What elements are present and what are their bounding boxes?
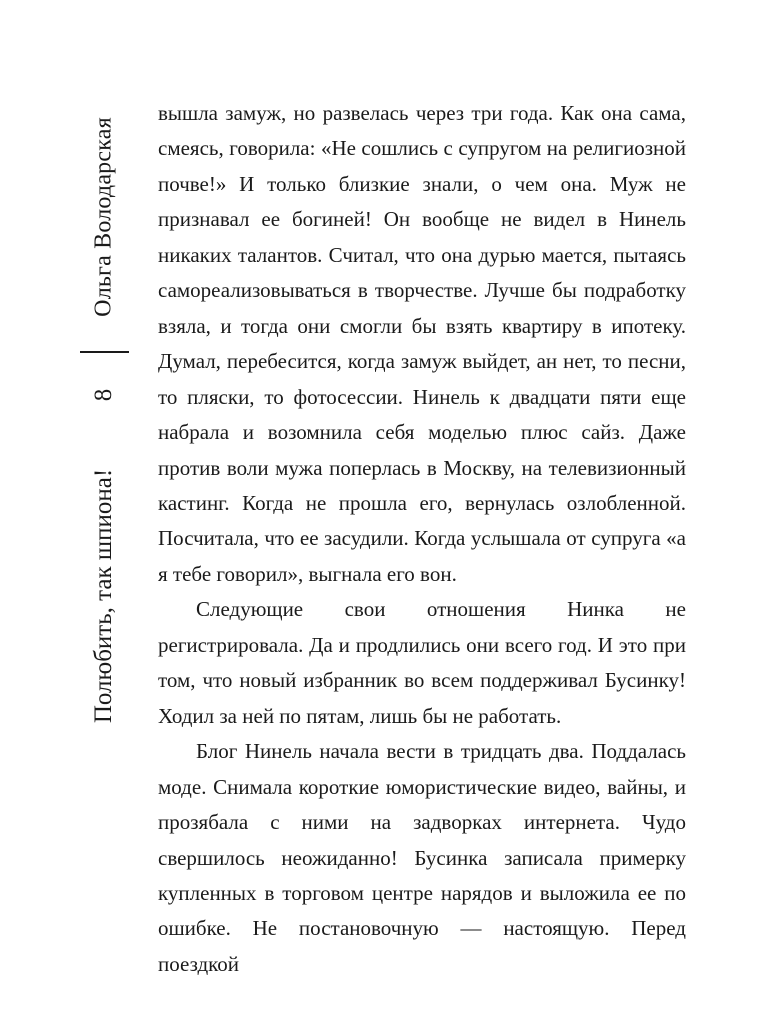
paragraph: Следующие свои отношения Нинка не регистрировала. Да и продлились они всего год. И это при том, что новый избранник во всем поддерживал Бусинку! Ходил за ней по пятам, лишь бы не работать. xyxy=(158,597,686,728)
body-text xyxy=(158,96,686,982)
running-head-author: Ольга Володарская xyxy=(90,117,117,317)
page-number: 8 xyxy=(90,388,117,402)
running-head-divider xyxy=(80,351,129,353)
paragraph: Блог Нинель начала вести в тридцать два. Поддалась моде. Снимала короткие юмористические видео, вайны, и прозябала с ними на задворках интернета. Чудо свершилось неожиданно! Бусинка записала примерку купленных в торговом центре нарядов и выложила ее по ошибке. Не постановочную — настоящую. Перед поездкой xyxy=(158,739,686,976)
running-head-book-title: Полюбить, так шпиона! xyxy=(90,468,117,724)
paragraph: вышла замуж, но развелась через три года. Как она сама, смеясь, говорила: «Не сошлись с супругом на религиозной почве!» И только близкие знали, о чем она. Муж не признавал ее богиней! Он вообще не видел в Нинель никаких талантов. Считал, что она дурью мается, пытаясь самореализовываться в творчестве. Лучше бы подработку взяла, и тогда они смогли бы взять квартиру в ипотеку. Думал, перебесится, когда замуж выйдет, ан нет, то песни, то пляски, то фотосессии. Нинель к двадцати пяти еще набрала и возомнила себя моделью плюс сайз. Даже против воли мужа поперлась в Москву, на телевизионный кастинг. Когда не прошла его, вернулась озлобленной. Посчитала, что ее засудили. Когда услышала от супруга «а я тебе говорил», выгнала его вон. xyxy=(158,101,686,586)
